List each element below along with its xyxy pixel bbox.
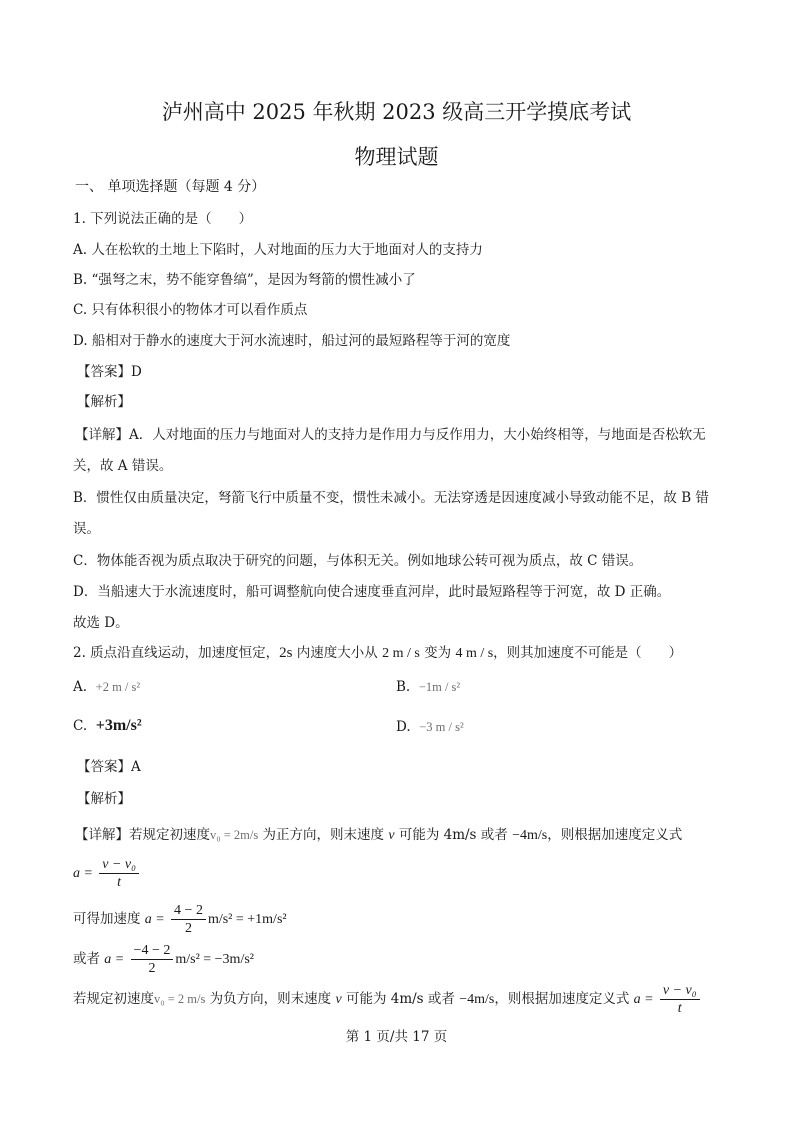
question-2-option-c: C. +3m/s² bbox=[73, 717, 142, 734]
question-2-analysis-label: 【解析】 bbox=[77, 791, 131, 807]
question-1-detail-line: 故选 D。 bbox=[73, 615, 129, 631]
formula-fraction: $\frac{\text{v − v₀}}{t}$ bbox=[99, 856, 139, 891]
question-1-stem: 1. 下列说法正确的是（ ） bbox=[73, 211, 253, 227]
question-1-option-c: C. 只有体积很小的物体才可以看作质点 bbox=[73, 302, 308, 318]
question-1-analysis-label: 【解析】 bbox=[77, 394, 131, 410]
question-2-option-b: B. −1m / s² bbox=[396, 679, 461, 695]
result-positive: 可得加速度 a = $\frac{4 - 2}{2}$ m/s² = +1m/s² bbox=[73, 903, 287, 936]
question-1-detail-line: 关，故 A 错误。 bbox=[73, 458, 173, 474]
question-2-option-a: A. +2 m / s² bbox=[73, 679, 141, 695]
question-1-answer: 【答案】D bbox=[77, 364, 142, 380]
formula-fraction: $\frac{\text{v − v₀}}{t}$ bbox=[660, 982, 700, 1017]
question-2-option-d: D. −3 m / s² bbox=[396, 719, 464, 735]
question-1-detail-line: B．惯性仅由质量决定，弩箭飞行中质量不变，惯性未减小。无法穿透是因速度减小导致动能不足，故 B 错 bbox=[73, 490, 709, 506]
page-footer: 第 1 页/共 17 页 bbox=[345, 1029, 448, 1045]
question-1-detail-line: 误。 bbox=[73, 521, 100, 537]
document-title: 泸州高中 2025 年秋期 2023 级高三开学摸底考试 bbox=[161, 100, 632, 124]
section-heading: 一、 单项选择题（每题 4 分） bbox=[75, 179, 266, 195]
question-1-detail-line: C．物体能否视为质点取决于研究的问题，与体积无关。例如地球公转可视为质点，故 C 错误。 bbox=[73, 553, 643, 569]
result-fraction: $\frac{-4 - 2}{2}$ bbox=[131, 942, 174, 977]
question-2-detail-line: 【详解】若规定初速度v₀ = 2m/s 为正方向，则末速度 v 可能为 4m/s 或者 −4m/s，则根据加速度定义式 bbox=[75, 827, 683, 843]
document-subtitle: 物理试题 bbox=[354, 145, 439, 169]
acceleration-formula: a = $\frac{\text{v − v₀}}{t}$ bbox=[73, 856, 141, 891]
question-1-detail-line: D．当船速大于水流速度时，船可调整航向使合速度垂直河岸，此时最短路程等于河宽，故 D 正确。 bbox=[73, 584, 671, 600]
question-2-stem: 2. 质点沿直线运动，加速度恒定，2s 内速度大小从 2 m / s 变为 4 m / s，则其加速度不可能是（ ） bbox=[73, 645, 683, 661]
question-1-option-a: A. 人在松软的土地上下陷时，人对地面的压力大于地面对人的支持力 bbox=[73, 242, 483, 258]
result-negative: 或者 a = $\frac{-4 - 2}{2}$ m/s² = −3m/s² bbox=[73, 943, 254, 976]
question-1-option-d: D. 船相对于静水的速度大于河水流速时，船过河的最短路程等于河的宽度 bbox=[73, 333, 511, 349]
question-1-option-b: B. “强弩之末，势不能穿鲁缟”，是因为弩箭的惯性减小了 bbox=[73, 272, 416, 288]
question-2-detail-line: 若规定初速度v₀ = 2 m/s 为负方向，则末速度 v 可能为 4m/s 或者 −4m/s，则根据加速度定义式 a = $\frac{\text{v − v₀}}{t}$ bbox=[73, 982, 702, 1017]
result-fraction: $\frac{4 - 2}{2}$ bbox=[171, 902, 206, 937]
question-1-detail-line: 【详解】A．人对地面的压力与地面对人的支持力是作用力与反作用力，大小始终相等，与地面是否松软无 bbox=[75, 427, 706, 443]
question-2-answer: 【答案】A bbox=[77, 759, 141, 775]
